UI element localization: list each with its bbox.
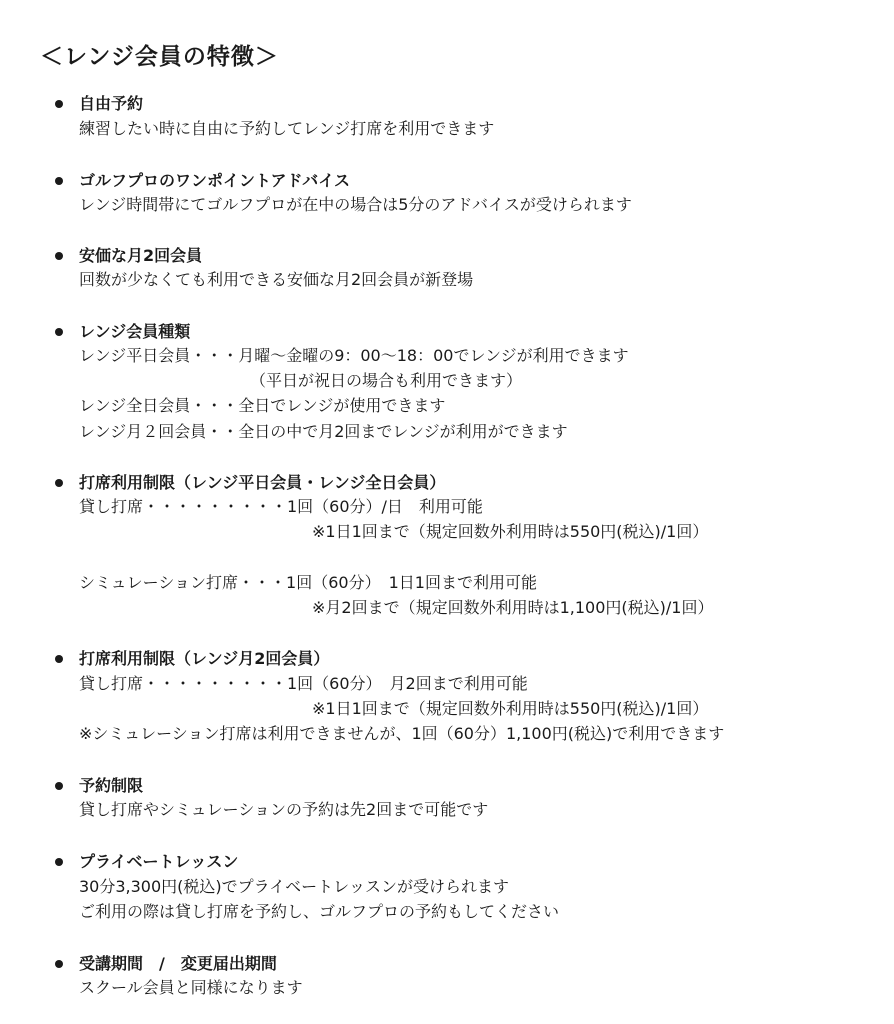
section-text: 貸し打席・・・・・・・・・1回（60分）/日 利用可能	[79, 497, 483, 516]
bullet-icon	[55, 960, 63, 968]
section-text: ※月2回まで（規定回数外利用時は1,100円(税込)/1回）	[312, 598, 714, 617]
page-title: ＜レンジ会員の特徴＞	[40, 44, 279, 70]
bullet-icon	[55, 177, 63, 185]
section-heading: 打席利用制限（レンジ平日会員・レンジ全日会員）	[79, 473, 446, 492]
bullet-icon	[55, 479, 63, 487]
section-text: （平日が祝日の場合も利用できます）	[250, 371, 523, 390]
section-heading: レンジ会員種類	[79, 322, 191, 341]
bullet-icon	[55, 655, 63, 663]
bullet-icon	[55, 100, 63, 108]
section-text: シミュレーション打席・・・1回（60分） 1日1回まで利用可能	[79, 573, 537, 592]
section-text: 貸し打席やシミュレーションの予約は先2回まで可能です	[79, 800, 489, 819]
section-heading: 受講期間 / 変更届出期間	[79, 954, 277, 973]
section-heading: ゴルフプロのワンポイントアドバイス	[79, 171, 351, 190]
bullet-icon	[55, 858, 63, 866]
section-text: ※1日1回まで（規定回数外利用時は550円(税込)/1回）	[312, 522, 709, 541]
section-heading: 自由予約	[79, 94, 144, 113]
bullet-icon	[55, 252, 63, 260]
section-text: ご利用の際は貸し打席を予約し、ゴルフプロの予約もしてください	[79, 902, 560, 921]
section-text: レンジ平日会員・・・月曜～金曜の9：00～18：00でレンジが利用できます	[79, 346, 629, 365]
section-heading: 打席利用制限（レンジ月2回会員）	[79, 649, 330, 668]
section-text: 回数が少なくても利用できる安価な月2回会員が新登場	[79, 270, 474, 289]
section-text: レンジ全日会員・・・全日でレンジが使用できます	[79, 396, 446, 415]
section-text: 30分3,300円(税込)でプライベートレッスンが受けられます	[79, 877, 510, 896]
section-text: ※シミュレーション打席は利用できませんが、1回（60分）1,100円(税込)で利用できます	[79, 724, 725, 743]
bullet-icon	[55, 328, 63, 336]
section-heading: プライベートレッスン	[79, 852, 239, 871]
section-text: 練習したい時に自由に予約してレンジ打席を利用できます	[79, 119, 495, 138]
bullet-icon	[55, 782, 63, 790]
section-text: ※1日1回まで（規定回数外利用時は550円(税込)/1回）	[312, 699, 709, 718]
section-heading: 安価な月2回会員	[79, 246, 203, 265]
section-text: 貸し打席・・・・・・・・・1回（60分） 月2回まで利用可能	[79, 674, 528, 693]
section-heading: 予約制限	[79, 776, 144, 795]
section-text: レンジ時間帯にてゴルフプロが在中の場合は5分のアドバイスが受けられます	[79, 195, 632, 214]
section-text: レンジ月２回会員・・全日の中で月2回までレンジが利用ができます	[79, 422, 568, 441]
section-text: スクール会員と同様になります	[79, 978, 303, 997]
